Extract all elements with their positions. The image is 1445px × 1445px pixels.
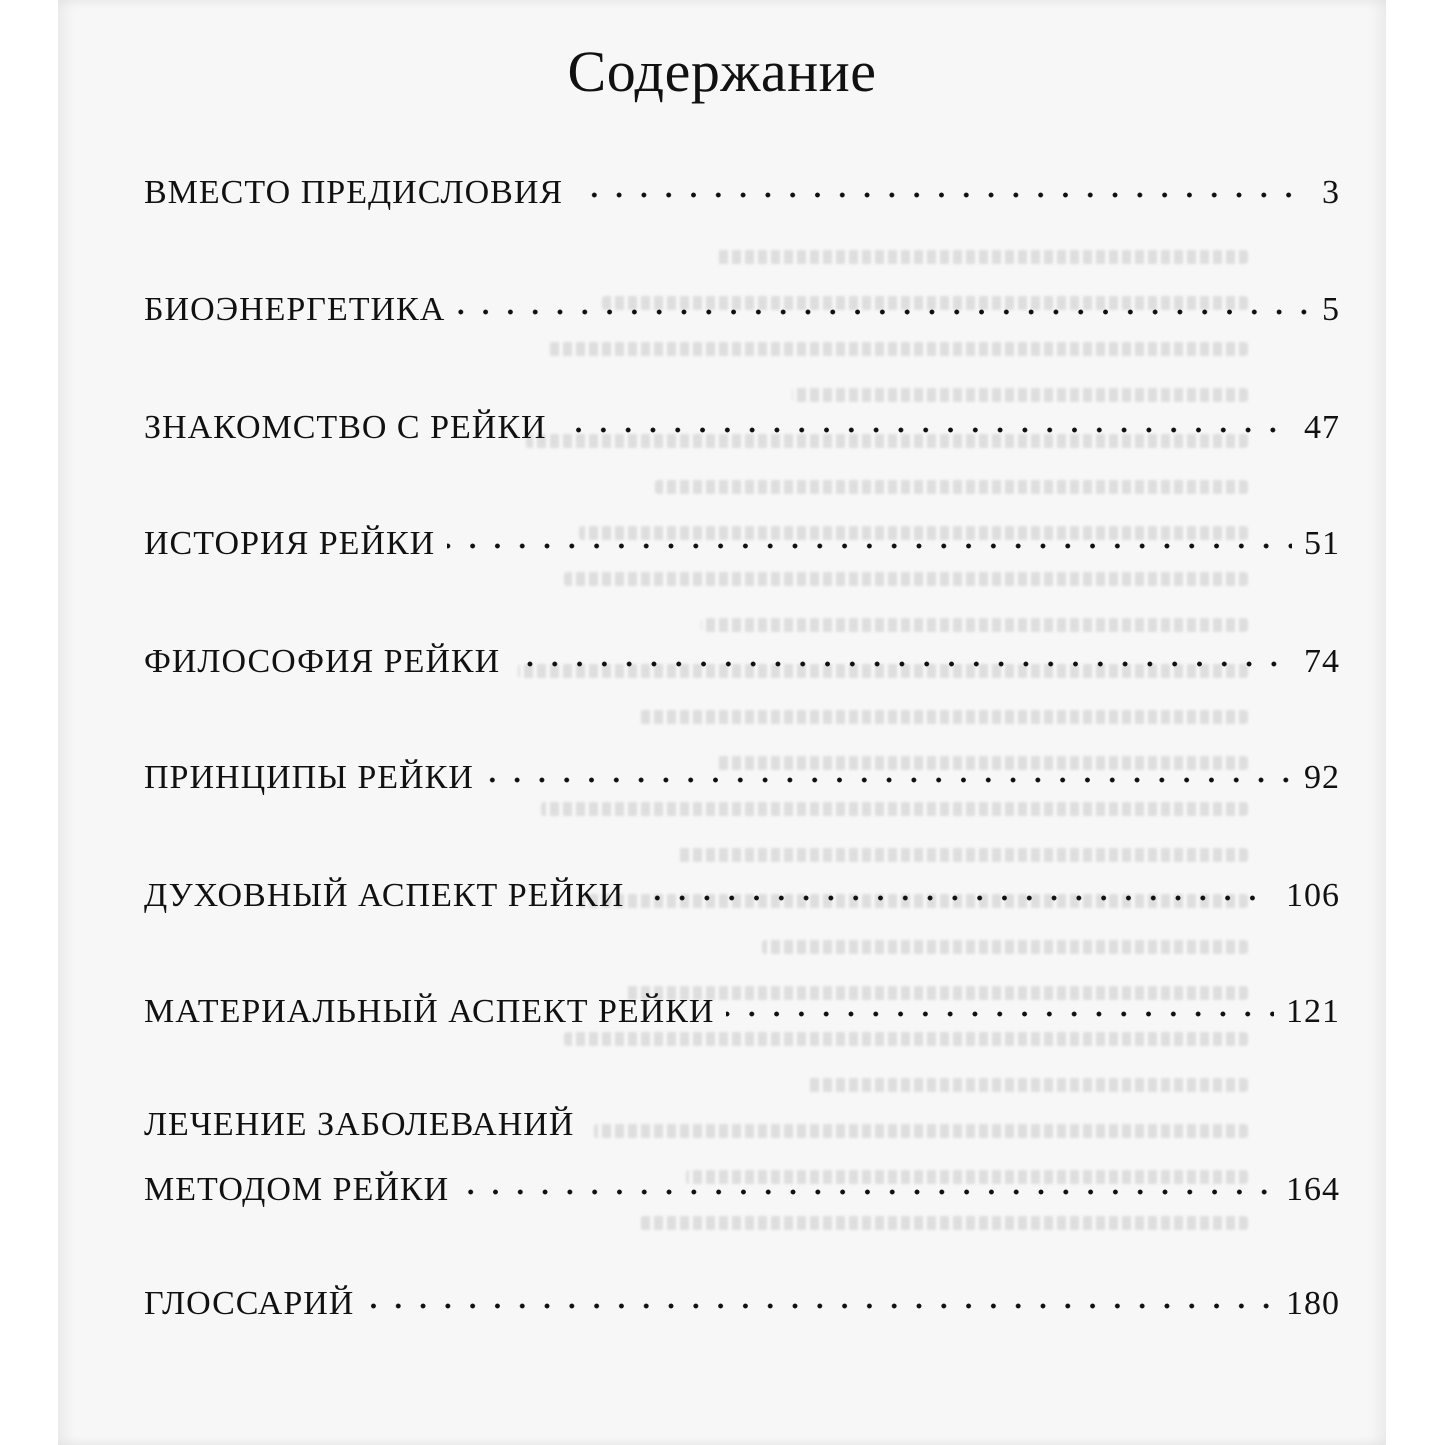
toc-page-number: 121 <box>1286 993 1340 1030</box>
toc-entry <box>144 869 1340 923</box>
dot-leader <box>512 660 1292 668</box>
toc-entry <box>144 283 1340 337</box>
toc-entry-title: ВМЕСТО ПРЕДИСЛОВИЯ <box>144 174 564 211</box>
toc-entry <box>144 401 1340 455</box>
toc-entry <box>144 751 1340 805</box>
toc-page-number: 180 <box>1286 1285 1340 1322</box>
dot-leader <box>726 1010 1274 1018</box>
toc-entry <box>144 1098 1340 1217</box>
dot-leader <box>636 894 1274 902</box>
dot-leader <box>447 542 1292 550</box>
book-page <box>58 0 1386 1445</box>
toc-entry-title-line2: МЕТОДОМ РЕЙКИ <box>144 1171 450 1208</box>
toc-page-number: 3 <box>1322 174 1340 211</box>
toc-entry <box>144 635 1340 689</box>
toc-entry <box>144 1277 1340 1331</box>
toc-entry-title: ДУХОВНЫЙ АСПЕКТ РЕЙКИ <box>144 877 625 914</box>
toc-page-number: 74 <box>1304 643 1340 680</box>
dot-leader <box>366 1302 1274 1310</box>
dot-leader <box>575 191 1308 199</box>
toc-entry-title: ПРИНЦИПЫ РЕЙКИ <box>144 759 474 796</box>
dot-leader <box>486 776 1292 784</box>
toc-entry <box>144 517 1340 571</box>
toc-entry-title-line1: ЛЕЧЕНИЕ ЗАБОЛЕВАНИЙ <box>144 1106 575 1143</box>
toc-page-number: 47 <box>1304 409 1340 446</box>
dot-leader <box>457 308 1308 316</box>
toc-page-number: 92 <box>1304 759 1340 796</box>
toc-page-number: 106 <box>1286 877 1340 914</box>
toc-entry-title: ГЛОССАРИЙ <box>144 1285 355 1322</box>
toc-page-number: 5 <box>1322 291 1340 328</box>
toc-entry-title: ФИЛОСОФИЯ РЕЙКИ <box>144 643 501 680</box>
toc-entry-title: МАТЕРИАЛЬНЫЙ АСПЕКТ РЕЙКИ <box>144 993 715 1030</box>
toc-entry-title: ЗНАКОМСТВО С РЕЙКИ <box>144 409 547 446</box>
toc-page-number: 164 <box>1286 1171 1340 1208</box>
toc-entry-title: БИОЭНЕРГЕТИКА <box>144 291 446 328</box>
toc-entry <box>144 985 1340 1039</box>
dot-leader <box>461 1188 1274 1196</box>
toc-page-number: 51 <box>1304 525 1340 562</box>
toc-entry <box>144 166 1340 220</box>
toc-entry-title: ИСТОРИЯ РЕЙКИ <box>144 525 436 562</box>
page-title: Содержание <box>567 39 877 104</box>
dot-leader <box>559 426 1292 434</box>
